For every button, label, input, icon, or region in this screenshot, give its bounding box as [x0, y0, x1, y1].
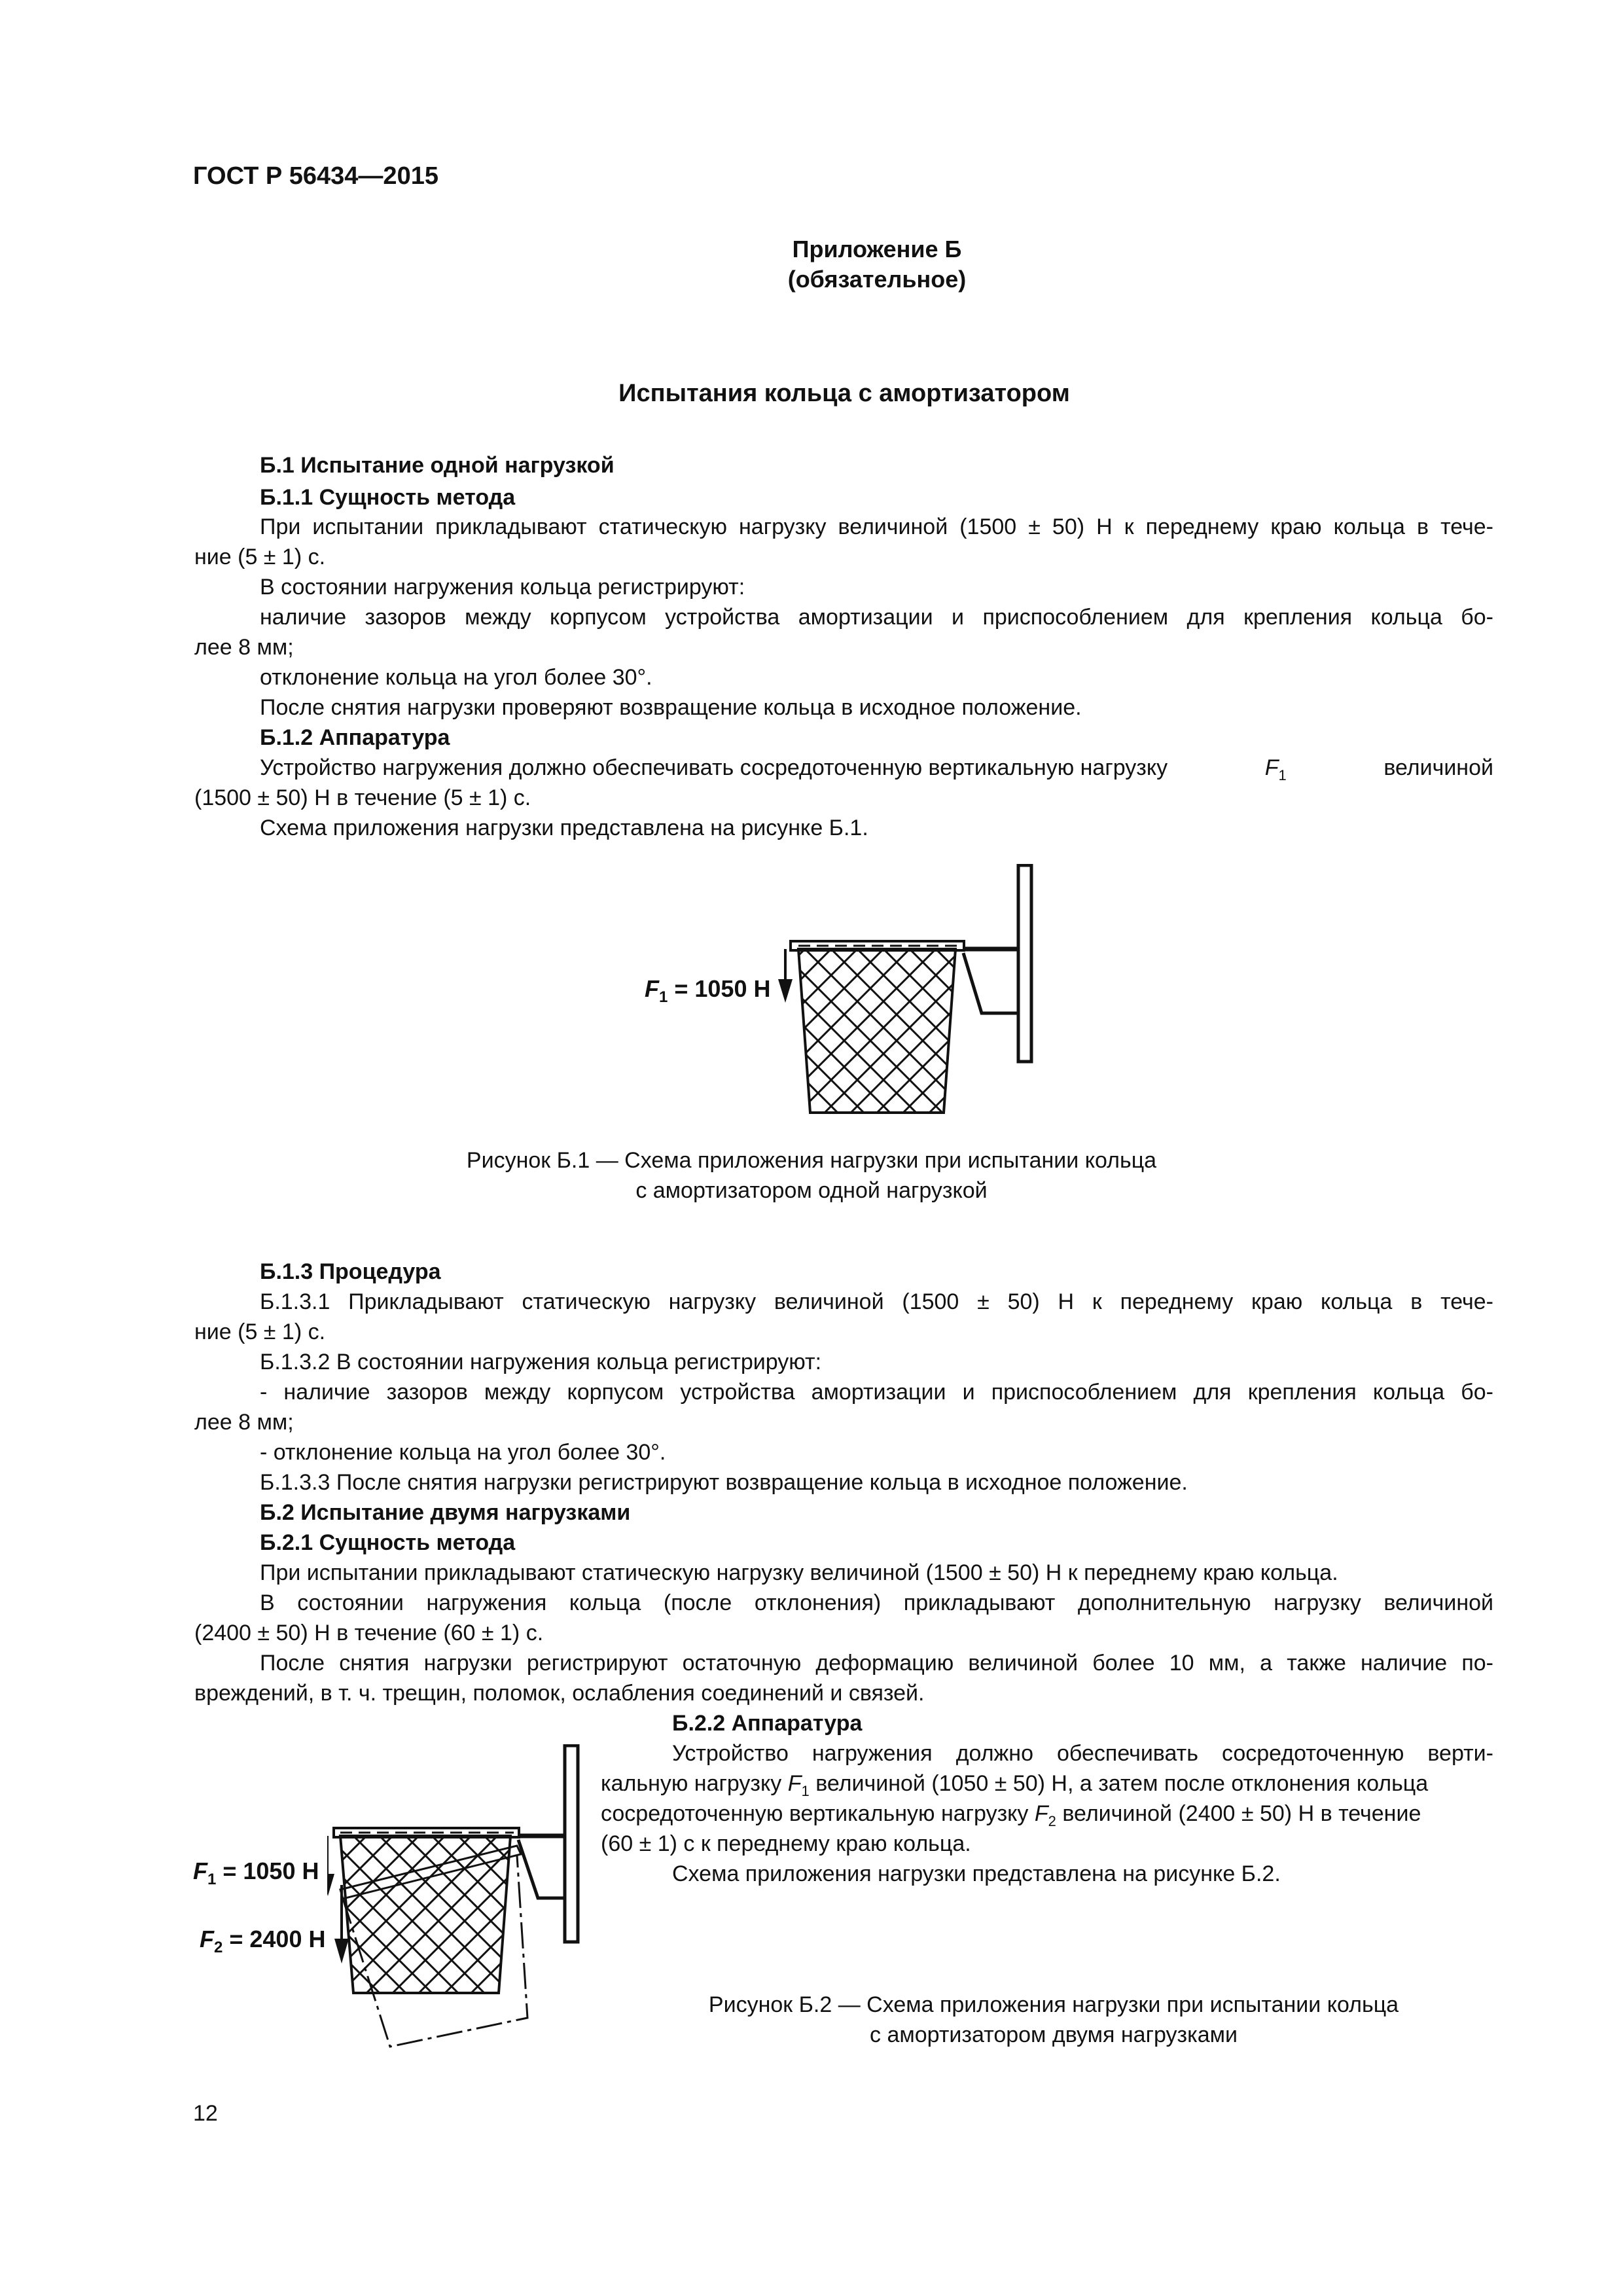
b22-line-4: (60 ± 1) с к переднему краю кольца. — [601, 1831, 971, 1856]
annex-title: Приложение Б — [792, 236, 962, 262]
fig2-force-label-2: $F_2 = 2400$ Н — [200, 1926, 326, 1957]
b21-paragraph-3: После снятия нагрузки регистрируют остаточную деформацию величиной более 10 мм, а также наличие по- — [260, 1651, 1493, 1676]
backboard — [1018, 865, 1031, 1062]
b11-paragraph-3-cont: лее 8 мм; — [194, 635, 294, 660]
figure-b1 — [772, 864, 1047, 1126]
b22-heading: Б.2.2 Аппаратура — [672, 1711, 863, 1736]
net — [327, 1823, 602, 1993]
section-title: Испытания кольца с амортизатором — [618, 380, 1070, 407]
b11-paragraph-1-cont: ние (5 ± 1) с. — [194, 545, 326, 569]
b132-item-1: - наличие зазоров между корпусом устройства амортизации и приспособлением для крепления кольца бо- — [260, 1380, 1493, 1405]
bracket-support — [518, 1840, 565, 1898]
b13-heading: Б.1.3 Процедура — [260, 1259, 441, 1284]
b11-paragraph-4: отклонение кольца на угол более 30°. — [260, 665, 652, 690]
b11-heading: Б.1.1 Сущность метода — [260, 485, 516, 510]
b12-text-b: величиной — [1383, 755, 1493, 780]
b21-paragraph-3-cont: вреждений, в т. ч. трещин, поломок, ослабления соединений и связей. — [194, 1681, 925, 1706]
force-arrow-f2 — [332, 1885, 352, 1970]
b11-paragraph-5: После снятия нагрузки проверяют возвращение кольца в исходное положение. — [260, 695, 1082, 720]
fig1-caption-line1: Рисунок Б.1 — Схема приложения нагрузки при испытании кольца — [466, 1148, 1157, 1173]
annex-status: (обязательное) — [787, 266, 967, 293]
b12-paragraph-1 — [260, 753, 1493, 783]
b12-heading: Б.1.2 Аппаратура — [260, 725, 450, 750]
b1-heading: Б.1 Испытание одной нагрузкой — [260, 453, 615, 478]
b12-paragraph-1-cont: (1500 ± 50) Н в течение (5 ± 1) с. — [194, 785, 531, 810]
b22-line-3: сосредоточенную вертикальную нагрузку $F_2$ величиной (2400 ± 50) Н в течение — [601, 1801, 1421, 1829]
b12-paragraph-2: Схема приложения нагрузки представлена на рисунке Б.1. — [260, 816, 868, 840]
b22-line-2: кальную нагрузку $F_1$ величиной (1050 ± 50) Н, а затем после отклонения кольца — [601, 1771, 1429, 1799]
b11-paragraph-2: В состоянии нагружения кольца регистрируют: — [260, 575, 745, 600]
force-arrow-f1 — [778, 949, 793, 1003]
fig2-force-label-1: $F_1 = 1050$ Н — [193, 1857, 319, 1889]
b22-paragraph-2: Схема приложения нагрузки представлена на рисунке Б.2. — [672, 1861, 1281, 1886]
b22-line-1: Устройство нагружения должно обеспечивать сосредоточенную верти- — [672, 1741, 1493, 1766]
b131-paragraph: Б.1.3.1 Прикладывают статическую нагрузку величиной (1500 ± 50) Н к переднему краю кольца в тече- — [260, 1289, 1493, 1314]
page-number: 12 — [193, 2101, 218, 2126]
figure-b2 — [327, 1744, 602, 2058]
fig1-caption-line2: с амортизатором одной нагрузкой — [635, 1178, 988, 1203]
document-code: ГОСТ Р 56434—2015 — [193, 162, 438, 190]
b132-paragraph: Б.1.3.2 В состоянии нагружения кольца регистрируют: — [260, 1350, 822, 1374]
b132-item-1-cont: лее 8 мм; — [194, 1410, 294, 1435]
fig1-force-label: $F_1 = 1050$ Н — [645, 975, 771, 1007]
backboard — [565, 1746, 578, 1942]
b133-paragraph: Б.1.3.3 После снятия нагрузки регистрируют возвращение кольца в исходное положение. — [260, 1470, 1188, 1495]
b11-paragraph-1: При испытании прикладывают статическую нагрузку величиной (1500 ± 50) Н к переднему краю кольца в тече- — [260, 514, 1493, 539]
b132-item-2: - отклонение кольца на угол более 30°. — [260, 1440, 666, 1465]
fig2-caption-line2: с амортизатором двумя нагрузками — [870, 2022, 1238, 2047]
b12-force-symbol: $F_1$ — [1264, 755, 1287, 783]
b21-paragraph-2: В состоянии нагружения кольца (после отклонения) прикладывают дополнительную нагрузку величиной — [260, 1590, 1493, 1615]
b12-text-a: Устройство нагружения должно обеспечивать сосредоточенную вертикальную нагрузку — [260, 755, 1168, 780]
net — [772, 942, 1047, 1113]
b131-paragraph-cont: ние (5 ± 1) с. — [194, 1319, 326, 1344]
b21-paragraph-1: При испытании прикладывают статическую нагрузку величиной (1500 ± 50) Н к переднему краю кольца. — [260, 1560, 1338, 1585]
b21-paragraph-2-cont: (2400 ± 50) Н в течение (60 ± 1) с. — [194, 1621, 544, 1645]
b2-heading: Б.2 Испытание двумя нагрузками — [260, 1500, 631, 1525]
b21-heading: Б.2.1 Сущность метода — [260, 1530, 516, 1555]
bracket-support — [963, 953, 1018, 1013]
b11-paragraph-3: наличие зазоров между корпусом устройства амортизации и приспособлением для крепления кольца бо- — [260, 605, 1493, 630]
fig2-caption-line1: Рисунок Б.2 — Схема приложения нагрузки при испытании кольца — [708, 1992, 1399, 2017]
